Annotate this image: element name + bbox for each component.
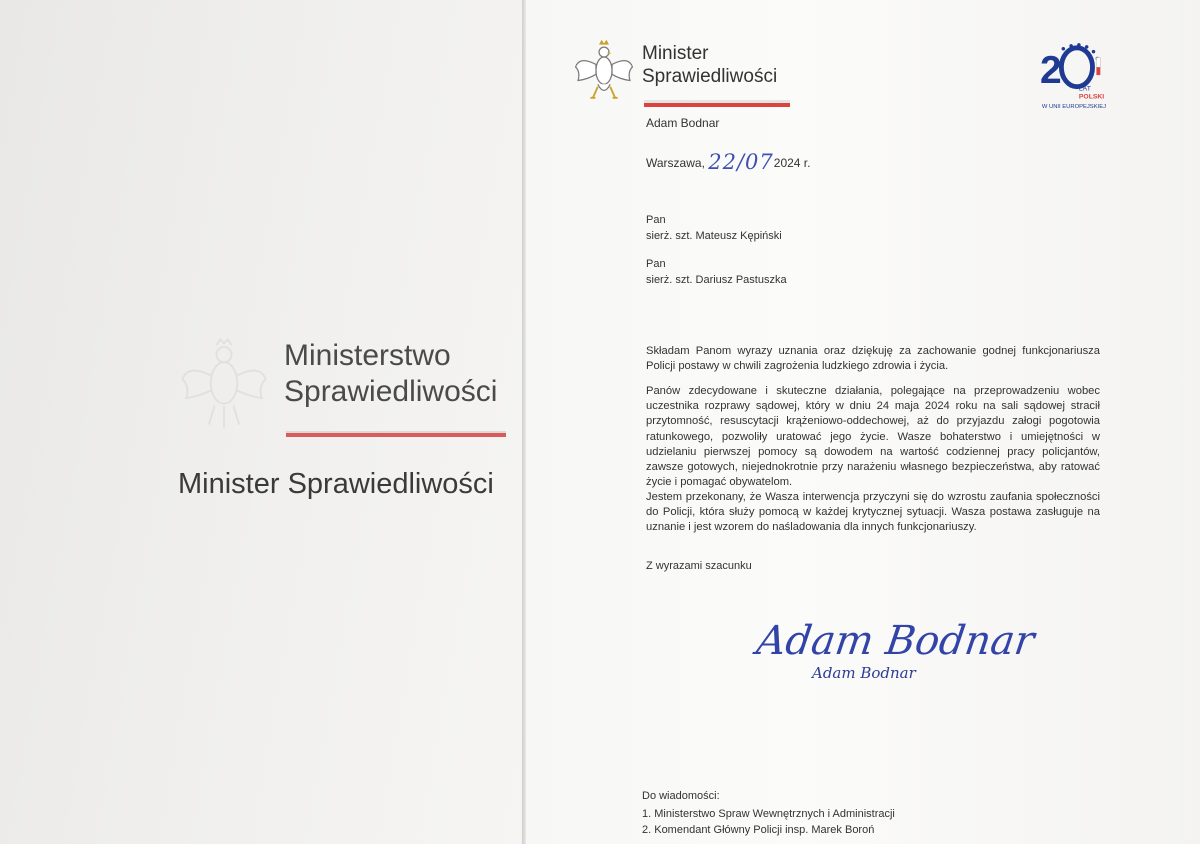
- place-and-date: [646, 150, 810, 174]
- cover-ministry-line2: Sprawiedliwości: [284, 375, 498, 408]
- recipient-2-salutation: Pan: [646, 258, 666, 270]
- cover-flag-bar: [286, 431, 506, 437]
- letterhead-title-line1: Minister: [642, 43, 709, 64]
- cc-item: 2. Komendant Główny Policji insp. Marek Boroń: [642, 824, 875, 836]
- eu-badge-unia: W UNII EUROPEJSKIEJ: [1041, 104, 1107, 111]
- handwritten-signature: [753, 606, 1038, 672]
- recipient-2: [646, 256, 787, 288]
- eu-badge-polski: POLSKI: [1078, 93, 1105, 101]
- body-paragraph-2: Panów zdecydowane i skuteczne działania, polegające na przeprowadzeniu wobec uczestnika rozprawy sądowej, który w dniu 24 maja 2024 roku na sali sądowej stracił przytomność, resuscytacji krążeniowo-oddechowej, aż do przyjazdu załogi pogotowia ratunkowego, pozwoliły uratować jego życie. Wasze bohaterstwo i umiejętności w udzielaniu pierwszej pomocy są dowodem na wartość codziennej pracy policjantów, zawsze gotowych, niejednokrotnie przy narażeniu własnego bezpieczeństwa, aby ratować życie i pomagać obywatelom.: [646, 385, 1100, 489]
- handwritten-date: 22/07: [708, 150, 774, 174]
- date-year: 2024 r.: [773, 156, 811, 170]
- body-paragraph-3: Jestem przekonany, że Wasza interwencja przyczyni się do wzrostu zaufania społeczności do Policji, która służy pomocą w każdej krytycznej sytuacji. Wasza postawa zasługuje na uznanie i jest wzorem do naśladowania dla innych funkcjonariuszy.: [646, 491, 1100, 534]
- cc-item: 1. Ministerstwo Spraw Wewnętrznych i Administracji: [642, 808, 895, 820]
- eu-20-years-badge-icon: [1036, 40, 1114, 114]
- letterhead-flag-bar: [644, 100, 790, 107]
- cover-page: [0, 0, 524, 844]
- polish-eagle-emblem-icon: [572, 36, 636, 104]
- cover-ministry-line1: Ministerstwo: [284, 339, 451, 372]
- cover-minister-title: Minister Sprawiedliwości: [178, 468, 494, 500]
- recipient-2-name: sierż. szt. Dariusz Pastuszka: [646, 274, 787, 286]
- embossed-eagle-emblem-icon: [176, 330, 272, 434]
- closing-line: Z wyrazami szacunku: [646, 560, 752, 572]
- stamped-name: Adam Bodnar: [812, 664, 916, 682]
- place: Warszawa,: [646, 156, 705, 170]
- cc-list: [642, 806, 895, 838]
- cc-title: Do wiadomości:: [642, 790, 720, 802]
- letterhead-title: [642, 42, 777, 88]
- signature-text: Adam Bodnar: [753, 618, 1038, 664]
- eu-badge-number: 2: [1039, 48, 1062, 92]
- letterhead-title-line2: Sprawiedliwości: [642, 66, 778, 87]
- body-paragraph-1: Składam Panom wyrazy uznania oraz dziękuję za zachowanie godnej funkcjonariusza Policji postawy w chwili zagrożenia ludzkiego zdrowia i życia.: [646, 345, 1100, 373]
- recipient-1-salutation: Pan: [646, 214, 666, 226]
- letter-author: Adam Bodnar: [646, 116, 720, 130]
- cover-ministry-name: [284, 338, 497, 410]
- recipient-1: [646, 212, 782, 244]
- eu-badge-lat: LAT: [1078, 85, 1091, 93]
- recipient-1-name: sierż. szt. Mateusz Kępiński: [646, 230, 782, 242]
